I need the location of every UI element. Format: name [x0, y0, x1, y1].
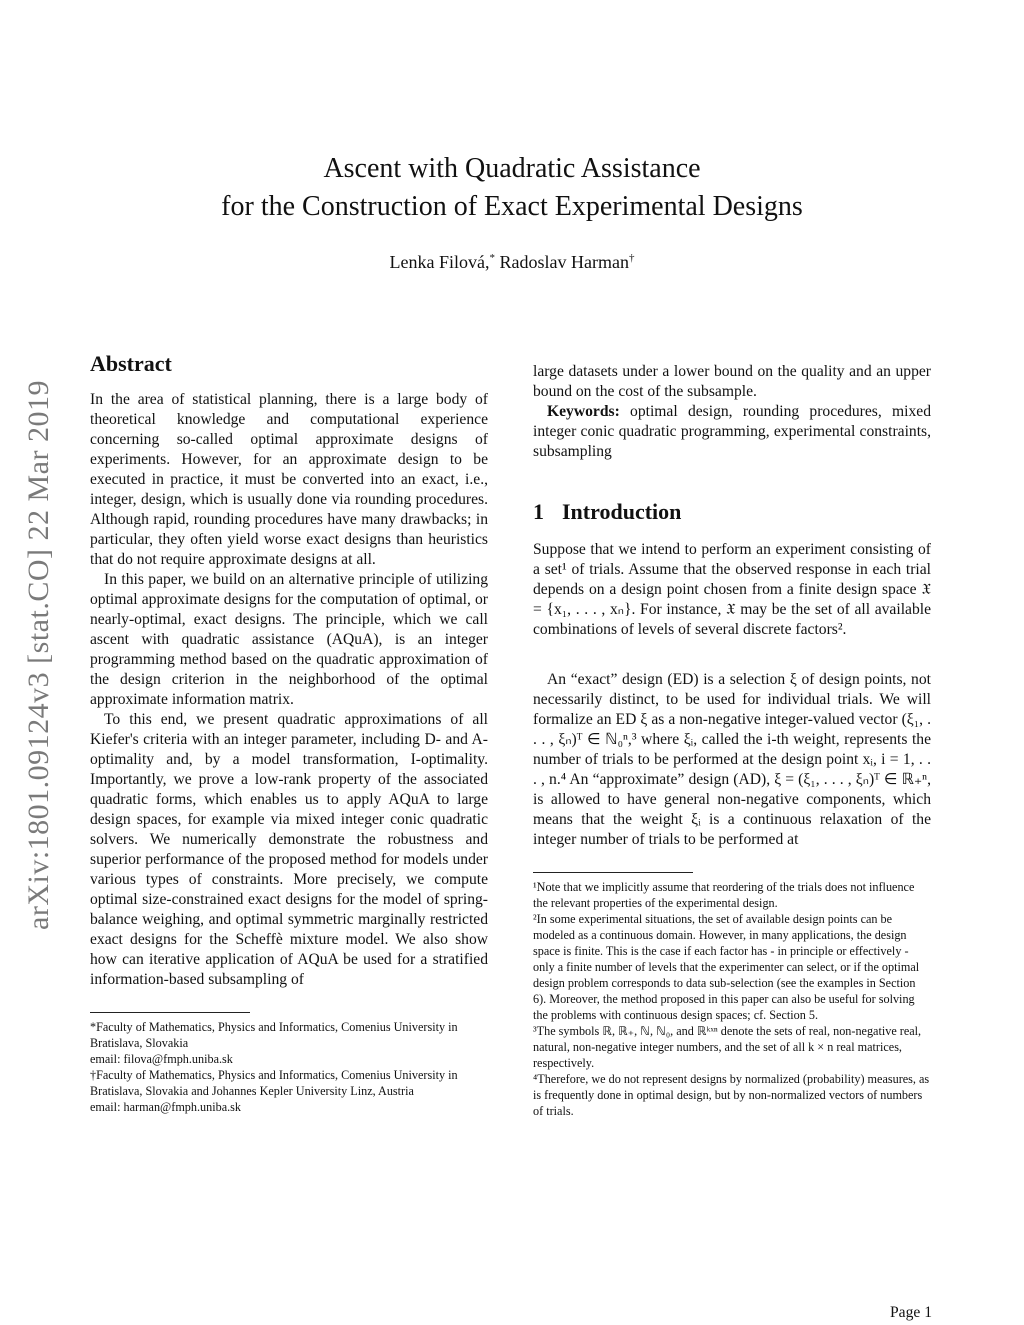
paper-title [0, 150, 1024, 226]
arxiv-stamp-text: arXiv:1801.09124v3 [stat.CO] 22 Mar 2019 [22, 380, 55, 930]
footnote-rule-right [533, 872, 693, 873]
section-heading [533, 499, 931, 524]
footnote-1: ¹Note that we implicitly assume that reordering of the trials does not influence the relevant properties of the experimental design. [533, 880, 915, 910]
keywords-text: optimal design, rounding procedures, mixed integer conic quadratic programming, experimental constraints, subsampling [533, 403, 931, 460]
title-line-2: for the Construction of Exact Experimental Designs [221, 191, 803, 222]
left-column [90, 351, 488, 1115]
footnote-author-1-email: email: filova@fmph.uniba.sk [90, 1052, 233, 1066]
footnote-4: ⁴Therefore, we do not represent designs by normalized (probability) measures, as is frequently done in optimal design, but by non-normalized vectors of numbers of trials. [533, 1072, 930, 1118]
author-1-mark: * [489, 252, 495, 264]
intro-paragraph-1: Suppose that we intend to perform an experiment consisting of a set¹ of trials. Assume that the observed response in each trial depends on a design point chosen from a finite design space 𝔛 = {x₁, . . . , xₙ}. For instance, 𝔛 may be the set of all available combinations of levels of several discrete factors². [533, 541, 931, 638]
abstract-heading: Abstract [90, 351, 172, 376]
paragraph-gap [533, 640, 931, 670]
page-number: Page 1 [889, 1304, 932, 1321]
intro-paragraph-2: An “exact” design (ED) is a selection ξ of design points, not necessarily distinct, to be used for individual trials. We will formalize an ED ξ as a non-negative integer-valued vector (ξ₁, . . . , ξₙ)ᵀ ∈ ℕ₀ⁿ,³ where ξᵢ, called the i-th weight, represents the number of trials to be performed at the design point xᵢ, i = 1, . . . , n.⁴ An “approximate” design (AD), ξ = (ξ₁, . . . , ξₙ)ᵀ ∈ ℝ₊ⁿ, is allowed to have general non-negative components, which means that the weight ξᵢ is a continuous relaxation of the integer number of trials to be performed at [533, 671, 931, 848]
abstract-paragraph-3: To this end, we present quadratic approximations of all Kiefer's criteria with an integer parameter, including D- and A-optimality and, by a model transformation, I-optimality. Importantly, we prove a low-rank property of the associated quadratic forms, which enables us to apply AQuA to large design spaces, for example via mixed integer conic quadratic solvers. We numerically demonstrate the robustness and superior performance of the proposed method for models under various types of constraints. More precisely, we compute optimal size-constrained exact designs for the model of spring-balance weighing, and optimal symmetric marginally restricted exact designs for the Scheffè mixture model. We also show how can iterative application of AQuA be used for a stratified information-based subsampling of [90, 711, 488, 988]
authors [0, 252, 1024, 273]
section-title: Introduction [562, 499, 682, 524]
arxiv-stamp [14, 345, 64, 965]
section-number: 1 [533, 499, 544, 524]
abstract-paragraph-2: In this paper, we build on an alternative principle of utilizing optimal approximate designs for the computation of optimal, or nearly-optimal, exact designs. The principle, which we call ascent with quadratic assistance (AQuA), is an integer programming method based on the quadratic approximation of the design criterion in the neighborhood of the optimal approximate information matrix. [90, 571, 488, 708]
footnote-author-2: †Faculty of Mathematics, Physics and Informatics, Comenius University in Bratislava, Slovakia and Johannes Kepler University Linz, Austria [90, 1068, 458, 1098]
abstract-continuation: large datasets under a lower bound on the quality and an upper bound on the cost of the subsample. [533, 363, 931, 400]
footnote-author-2-email: email: harman@fmph.uniba.sk [90, 1100, 242, 1114]
title-line-1: Ascent with Quadratic Assistance [323, 153, 701, 184]
right-column [533, 362, 931, 1119]
footnote-2: ²In some experimental situations, the set of available design points can be modeled as a continuous domain. However, in many applications, the design space is finite. This is the case if each factor has - in principle or effectively - only a finite number of levels that the experimenter can select, or if the optimal design problem corresponds to data sub-selection (see the examples in Section 6). Moreover, the method proposed in this paper can also be useful for solving the problems with continuous design spaces; cf. Section 5. [533, 912, 920, 1022]
footnote-rule [90, 1012, 250, 1013]
abstract-paragraph-1: In the area of statistical planning, there is a large body of theoretical knowledge and computational experience concerning so-called optimal approximate designs of experiments. However, for an approximate design to be executed in practice, it must be converted into an exact, i.e., integer, design, which is usually done via rounding procedures. Although rapid, rounding procedures have many drawbacks; in particular, they often yield worse exact designs than heuristics that do not require approximate designs at all. [90, 391, 488, 568]
keywords-label: Keywords: [547, 403, 620, 420]
footnote-author-1: *Faculty of Mathematics, Physics and Informatics, Comenius University in Bratislava, Slovakia [90, 1020, 458, 1050]
author-2-mark: † [628, 252, 635, 264]
footnote-3: ³The symbols ℝ, ℝ₊, ℕ, ℕ₀, and ℝᵏˣⁿ denote the sets of real, non-negative real, natural, non-negative integer numbers, and the set of all k × n real matrices, respectively. [533, 1024, 922, 1070]
author-1: Lenka Filová, [389, 252, 490, 272]
keywords [533, 402, 931, 462]
author-2: Radoslav Harman [499, 252, 629, 272]
